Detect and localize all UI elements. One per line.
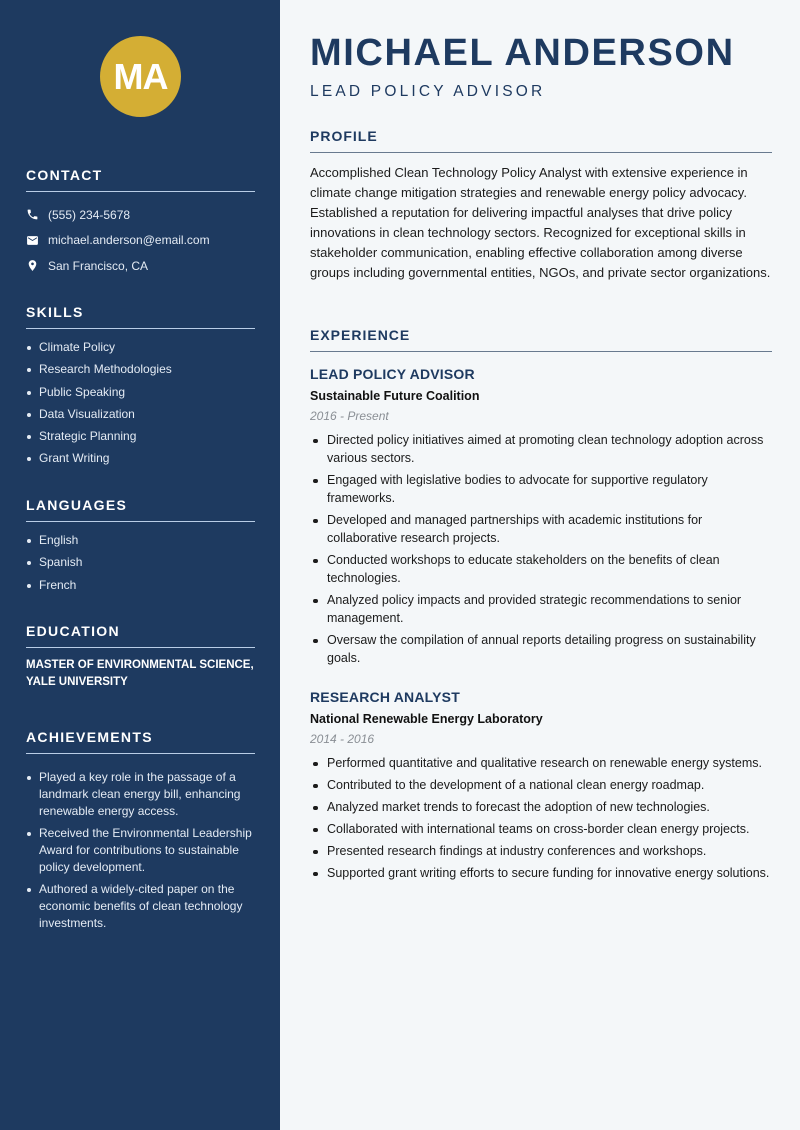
achievement-item: Authored a widely-cited paper on the economic benefits of clean technology investments. bbox=[26, 881, 255, 932]
contact-heading: CONTACT bbox=[26, 167, 255, 192]
education-heading: EDUCATION bbox=[26, 623, 255, 648]
job-bullet: Supported grant writing efforts to secure funding for innovative energy solutions. bbox=[310, 864, 772, 882]
job-title: RESEARCH ANALYST bbox=[310, 689, 460, 705]
job-entry bbox=[310, 366, 772, 671]
skill-item: Research Methodologies bbox=[26, 361, 255, 378]
job-bullets bbox=[310, 754, 772, 882]
job-bullet: Oversaw the compilation of annual reports detailing progress on sustainability goals. bbox=[310, 631, 772, 667]
skills-list bbox=[26, 339, 255, 467]
language-item: Spanish bbox=[26, 554, 255, 571]
email-text: michael.anderson@email.com bbox=[48, 233, 210, 248]
job-bullet: Collaborated with international teams on cross-border clean energy projects. bbox=[310, 820, 772, 838]
job-dates: 2016 - Present bbox=[310, 409, 389, 423]
job-bullet: Contributed to the development of a national clean energy roadmap. bbox=[310, 776, 772, 794]
job-bullet: Developed and managed partnerships with academic institutions for collaborative research projects. bbox=[310, 511, 772, 547]
profile-summary: Accomplished Clean Technology Policy Analyst with extensive experience in climate change mitigation strategies and renewable energy policy advocacy. Established a reputation for delivering impactful analyses that drive policy innovations in clean technology sectors. Recognized for exceptional skills in stakeholder communication, enabling effective collaboration among diverse groups including governmental entities, NGOs, and private sector organizations. bbox=[310, 165, 771, 280]
job-bullet: Performed quantitative and qualitative research on renewable energy systems. bbox=[310, 754, 772, 772]
job-entry bbox=[310, 689, 772, 886]
job-title-header: LEAD POLICY ADVISOR bbox=[310, 83, 546, 100]
job-organization: National Renewable Energy Laboratory bbox=[310, 712, 543, 726]
education-section bbox=[26, 623, 255, 691]
skill-item: Data Visualization bbox=[26, 406, 255, 423]
location-text: San Francisco, CA bbox=[48, 258, 149, 273]
skill-item: Strategic Planning bbox=[26, 428, 255, 445]
job-organization: Sustainable Future Coalition bbox=[310, 389, 480, 403]
job-bullets bbox=[310, 431, 772, 667]
job-bullet: Analyzed policy impacts and provided strategic recommendations to senior management. bbox=[310, 591, 772, 627]
contact-email[interactable] bbox=[26, 228, 255, 254]
skill-item: Grant Writing bbox=[26, 450, 255, 467]
full-name: MICHAEL ANDERSON bbox=[310, 32, 735, 74]
skill-item: Public Speaking bbox=[26, 384, 255, 401]
achievement-item: Played a key role in the passage of a landmark clean energy bill, enhancing renewable energy access. bbox=[26, 769, 255, 820]
job-bullet: Directed policy initiatives aimed at promoting clean technology adoption across various sectors. bbox=[310, 431, 772, 467]
skills-section bbox=[26, 304, 255, 473]
avatar-initials: MA bbox=[113, 55, 168, 97]
job-bullet: Engaged with legislative bodies to advocate for supportive regulatory frameworks. bbox=[310, 471, 772, 507]
location-pin-icon bbox=[26, 259, 48, 272]
languages-list bbox=[26, 532, 255, 594]
contact-location bbox=[26, 253, 255, 279]
avatar bbox=[100, 36, 181, 117]
language-item: English bbox=[26, 532, 255, 549]
job-title: LEAD POLICY ADVISOR bbox=[310, 366, 475, 382]
experience-heading: EXPERIENCE bbox=[310, 327, 772, 352]
sidebar bbox=[0, 0, 280, 1130]
job-bullet: Conducted workshops to educate stakeholders on the benefits of clean technologies. bbox=[310, 551, 772, 587]
phone-icon bbox=[26, 208, 48, 221]
phone-text: (555) 234-5678 bbox=[48, 207, 131, 222]
education-degree: MASTER OF ENVIRONMENTAL SCIENCE, YALE UNIVERSITY bbox=[26, 659, 254, 688]
profile-heading: PROFILE bbox=[310, 128, 772, 153]
job-bullet: Presented research findings at industry conferences and workshops. bbox=[310, 842, 772, 860]
contact-section bbox=[26, 167, 255, 279]
achievements-section bbox=[26, 729, 255, 937]
achievements-heading: ACHIEVEMENTS bbox=[26, 729, 255, 754]
achievements-list bbox=[26, 769, 255, 932]
job-dates: 2014 - 2016 bbox=[310, 732, 375, 746]
achievement-item: Received the Environmental Leadership Award for contributions to sustainable policy development. bbox=[26, 825, 255, 876]
contact-phone[interactable] bbox=[26, 202, 255, 228]
skill-item: Climate Policy bbox=[26, 339, 255, 356]
languages-heading: LANGUAGES bbox=[26, 497, 255, 522]
skills-heading: SKILLS bbox=[26, 304, 255, 329]
job-bullet: Analyzed market trends to forecast the adoption of new technologies. bbox=[310, 798, 772, 816]
languages-section bbox=[26, 497, 255, 599]
email-icon bbox=[26, 234, 48, 247]
language-item: French bbox=[26, 577, 255, 594]
